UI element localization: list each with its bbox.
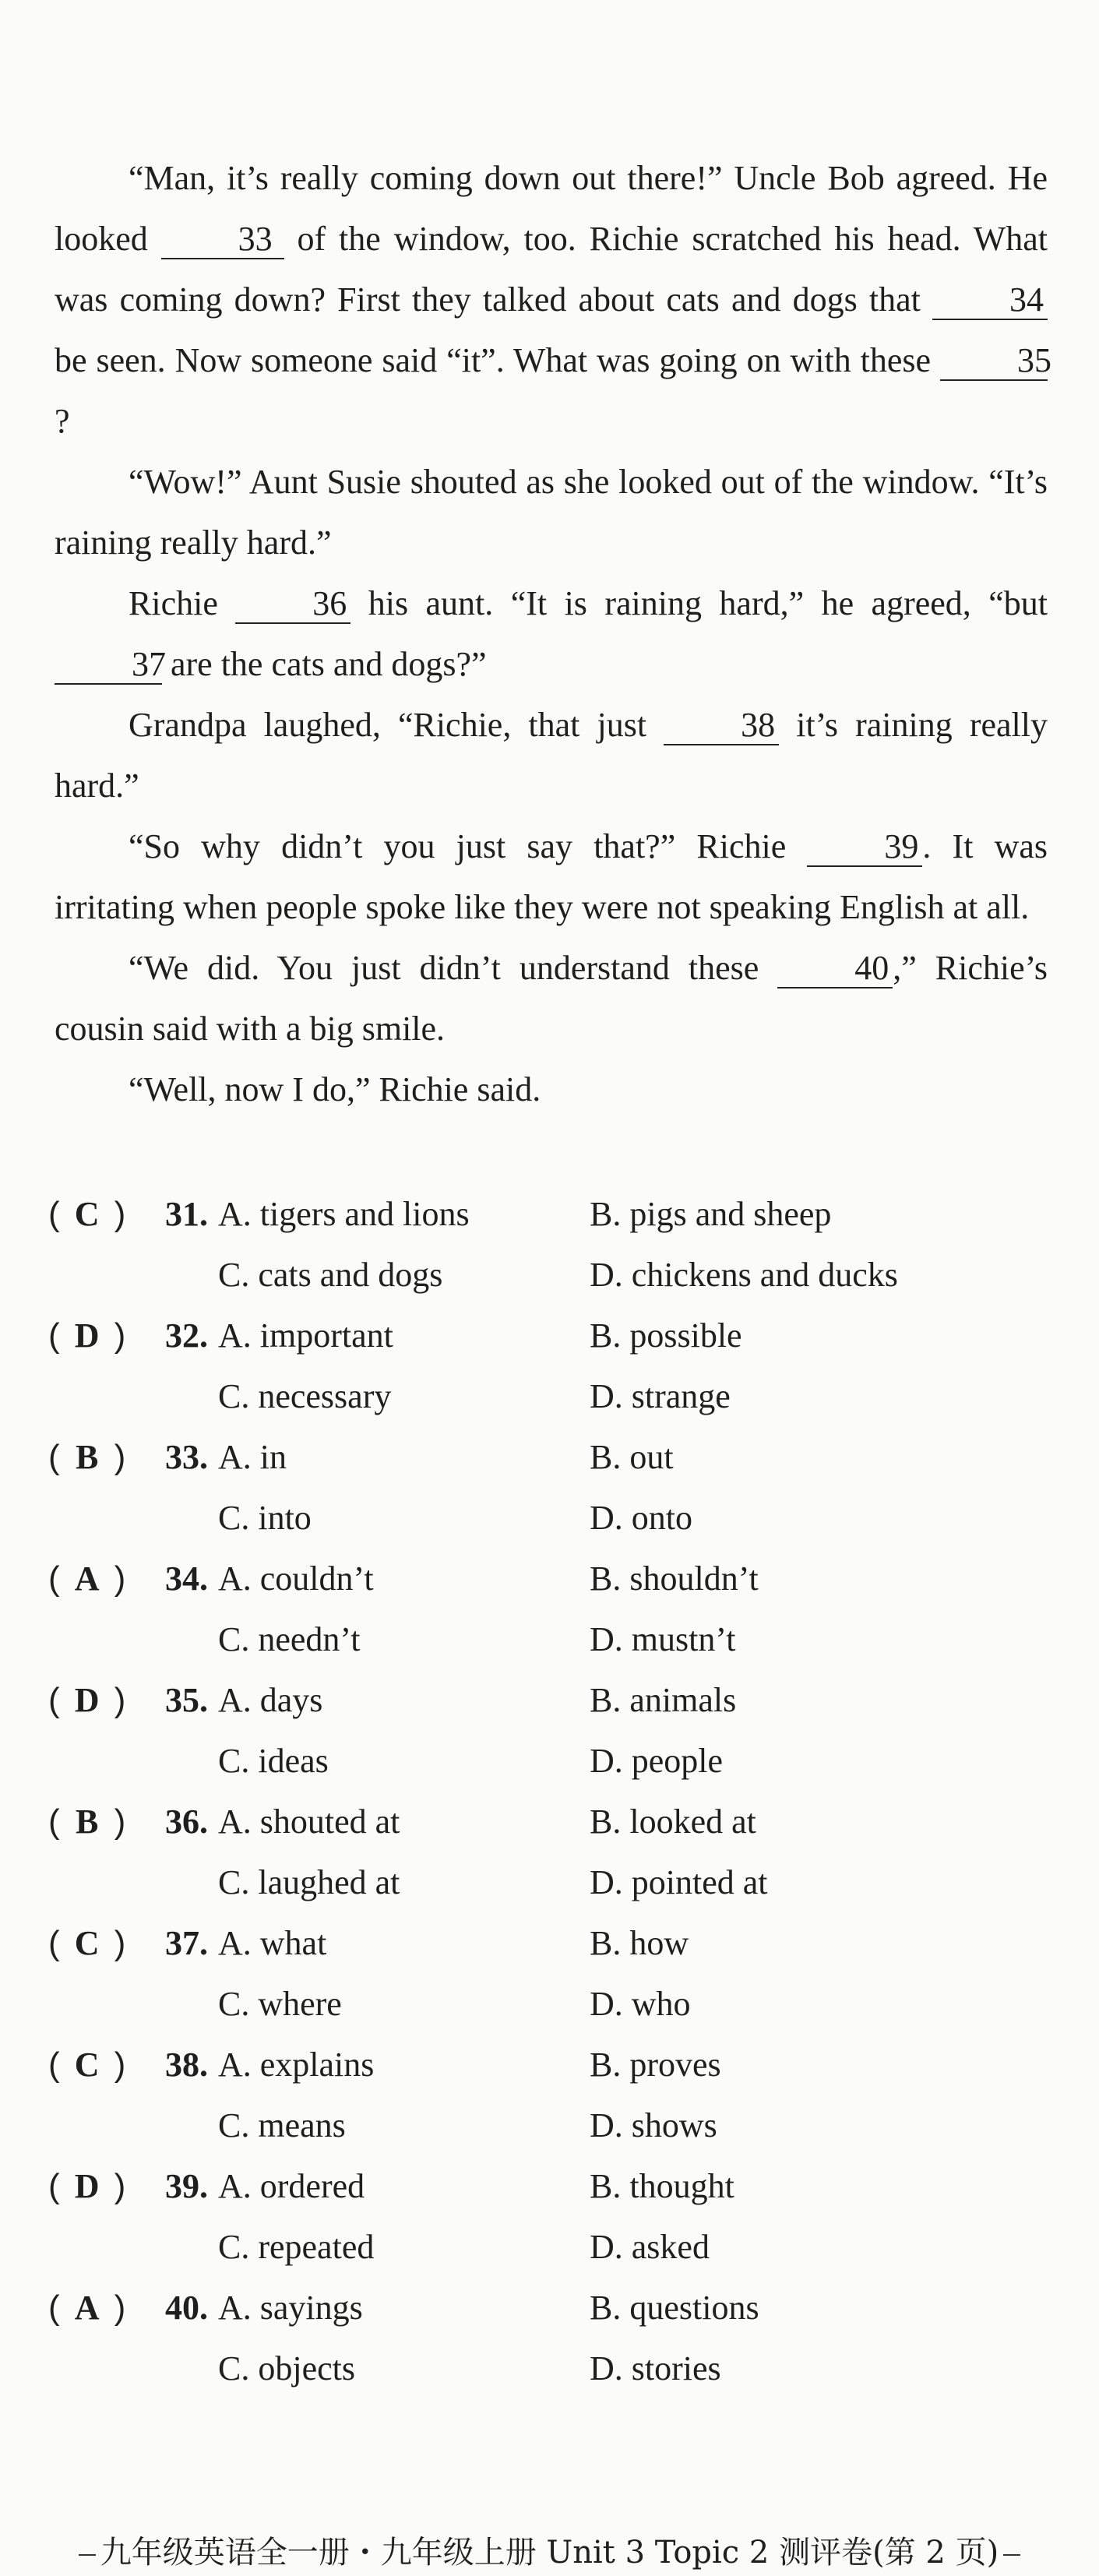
blank-36: 36 [235, 585, 350, 624]
blank-34: 34 [932, 281, 1048, 320]
option-a: A. days [218, 1681, 323, 1719]
question-list [48, 1184, 1061, 2399]
blank-40: 40 [777, 950, 893, 988]
blank-37: 37 [55, 646, 162, 685]
option-c: C. necessary [218, 1377, 392, 1415]
page-footer [0, 2533, 1099, 2572]
paragraph-7: “Well, now I do,” Richie said. [129, 1070, 541, 1108]
option-d: D. strange [590, 1377, 731, 1415]
option-b: B. thought [590, 2167, 734, 2205]
option-c: C. cats and dogs [218, 1256, 443, 1294]
option-a: A. what [218, 1924, 327, 1962]
question-33: ( B ) 33. A. in B. out C. into D. onto [48, 1427, 1061, 1549]
blank-38: 38 [664, 707, 779, 745]
question-37: ( C ) 37. A. what B. how C. where D. who [48, 1913, 1061, 2035]
option-c: C. where [218, 1985, 342, 2023]
question-number: 33. [165, 1438, 208, 1476]
paragraph-1: “Man, it’s really coming down out there!” Uncle Bob agreed. He looked 33 of the window, too. Richie scratched his head. What was coming down? First they talked about cats and dogs that 34 be seen. Now someone said “it”. What was going on with these 35? [55, 159, 1051, 440]
option-b: B. pigs and sheep [590, 1195, 832, 1233]
answer-mark: C [74, 2046, 100, 2084]
answer-mark: A [74, 2289, 100, 2327]
footer-dash-right [1003, 2554, 1020, 2556]
option-a: A. in [218, 1438, 287, 1476]
answer-mark: A [74, 1559, 100, 1598]
answer-mark: B [75, 1802, 99, 1841]
question-number: 35. [165, 1681, 208, 1719]
option-b: B. animals [590, 1681, 737, 1719]
option-c: C. needn’t [218, 1620, 361, 1658]
blank-33: 33 [161, 220, 284, 259]
option-d: D. pointed at [590, 1863, 768, 1901]
option-a: A. important [218, 1316, 393, 1355]
paragraph-6: “We did. You just didn’t understand these 40 ,” Richie’s cousin said with a big smile. [55, 949, 1048, 1048]
question-36: ( B ) 36. A. shouted at B. looked at C. laughed at D. pointed at [48, 1792, 1061, 1913]
question-number: 32. [165, 1316, 208, 1355]
option-a: A. explains [218, 2046, 375, 2084]
option-d: D. onto [590, 1499, 692, 1537]
option-d: D. who [590, 1985, 691, 2023]
footer-dash-left [79, 2554, 96, 2556]
option-b: B. proves [590, 2046, 721, 2084]
option-b: B. looked at [590, 1802, 756, 1841]
reading-passage [55, 148, 1051, 1120]
question-number: 36. [165, 1802, 208, 1841]
question-34: ( A ) 34. A. couldn’t B. shouldn’t C. needn’t D. mustn’t [48, 1549, 1061, 1670]
question-38: ( C ) 38. A. explains B. proves C. means D. shows [48, 2035, 1061, 2156]
option-b: B. out [590, 1438, 674, 1476]
question-number: 34. [165, 1559, 208, 1598]
option-d: D. chickens and ducks [590, 1256, 898, 1294]
footer-text: 九年级英语全一册・九年级上册 Unit 3 Topic 2 测评卷(第 2 页) [100, 2535, 999, 2571]
answer-mark: C [74, 1195, 100, 1233]
question-number: 37. [165, 1924, 208, 1962]
option-c: C. laughed at [218, 1863, 400, 1901]
question-35: ( D ) 35. A. days B. animals C. ideas D. people [48, 1670, 1061, 1792]
option-b: B. possible [590, 1316, 742, 1355]
question-32: ( D ) 32. A. important B. possible C. necessary D. strange [48, 1306, 1061, 1427]
option-a: A. tigers and lions [218, 1195, 470, 1233]
option-a: A. couldn’t [218, 1559, 374, 1598]
answer-mark: D [74, 2167, 100, 2205]
question-number: 31. [165, 1195, 208, 1233]
option-c: C. means [218, 2106, 346, 2144]
option-b: B. how [590, 1924, 689, 1962]
question-number: 39. [165, 2167, 208, 2205]
question-39: ( D ) 39. A. ordered B. thought C. repeated D. asked [48, 2156, 1061, 2278]
option-b: B. questions [590, 2289, 759, 2327]
option-d: D. people [590, 1742, 724, 1780]
question-number: 40. [165, 2289, 208, 2327]
paragraph-3: Richie 36 his aunt. “It is raining hard,” he agreed, “but 37 are the cats and dogs?” [55, 573, 1048, 695]
option-c: C. objects [218, 2349, 355, 2387]
question-number: 38. [165, 2046, 208, 2084]
option-a: A. shouted at [218, 1802, 400, 1841]
option-d: D. shows [590, 2106, 717, 2144]
paragraph-5: “So why didn’t you just say that?” Richie 39 . It was irritating when people spoke like they were not speaking English at all. [55, 827, 1048, 926]
option-c: C. ideas [218, 1742, 329, 1780]
option-d: D. asked [590, 2228, 710, 2266]
paragraph-4: Grandpa laughed, “Richie, that just 38 it’s raining really hard.” [55, 706, 1048, 805]
question-31: ( C ) 31. A. tigers and lions B. pigs and sheep C. cats and dogs D. chickens and ducks [48, 1184, 1061, 1306]
blank-39: 39 [807, 828, 922, 867]
answer-mark: C [74, 1924, 100, 1962]
option-b: B. shouldn’t [590, 1559, 759, 1598]
option-c: C. repeated [218, 2228, 375, 2266]
option-a: A. sayings [218, 2289, 363, 2327]
option-d: D. mustn’t [590, 1620, 736, 1658]
answer-mark: B [75, 1438, 99, 1476]
option-d: D. stories [590, 2349, 721, 2387]
option-c: C. into [218, 1499, 312, 1537]
question-40: ( A ) 40. A. sayings B. questions C. objects D. stories [48, 2278, 1061, 2399]
answer-mark: D [74, 1681, 100, 1719]
blank-35: 35 [940, 342, 1048, 381]
paragraph-2: “Wow!” Aunt Susie shouted as she looked out of the window. “It’s raining really hard.” [55, 463, 1048, 562]
answer-mark: D [74, 1316, 100, 1355]
option-a: A. ordered [218, 2167, 365, 2205]
